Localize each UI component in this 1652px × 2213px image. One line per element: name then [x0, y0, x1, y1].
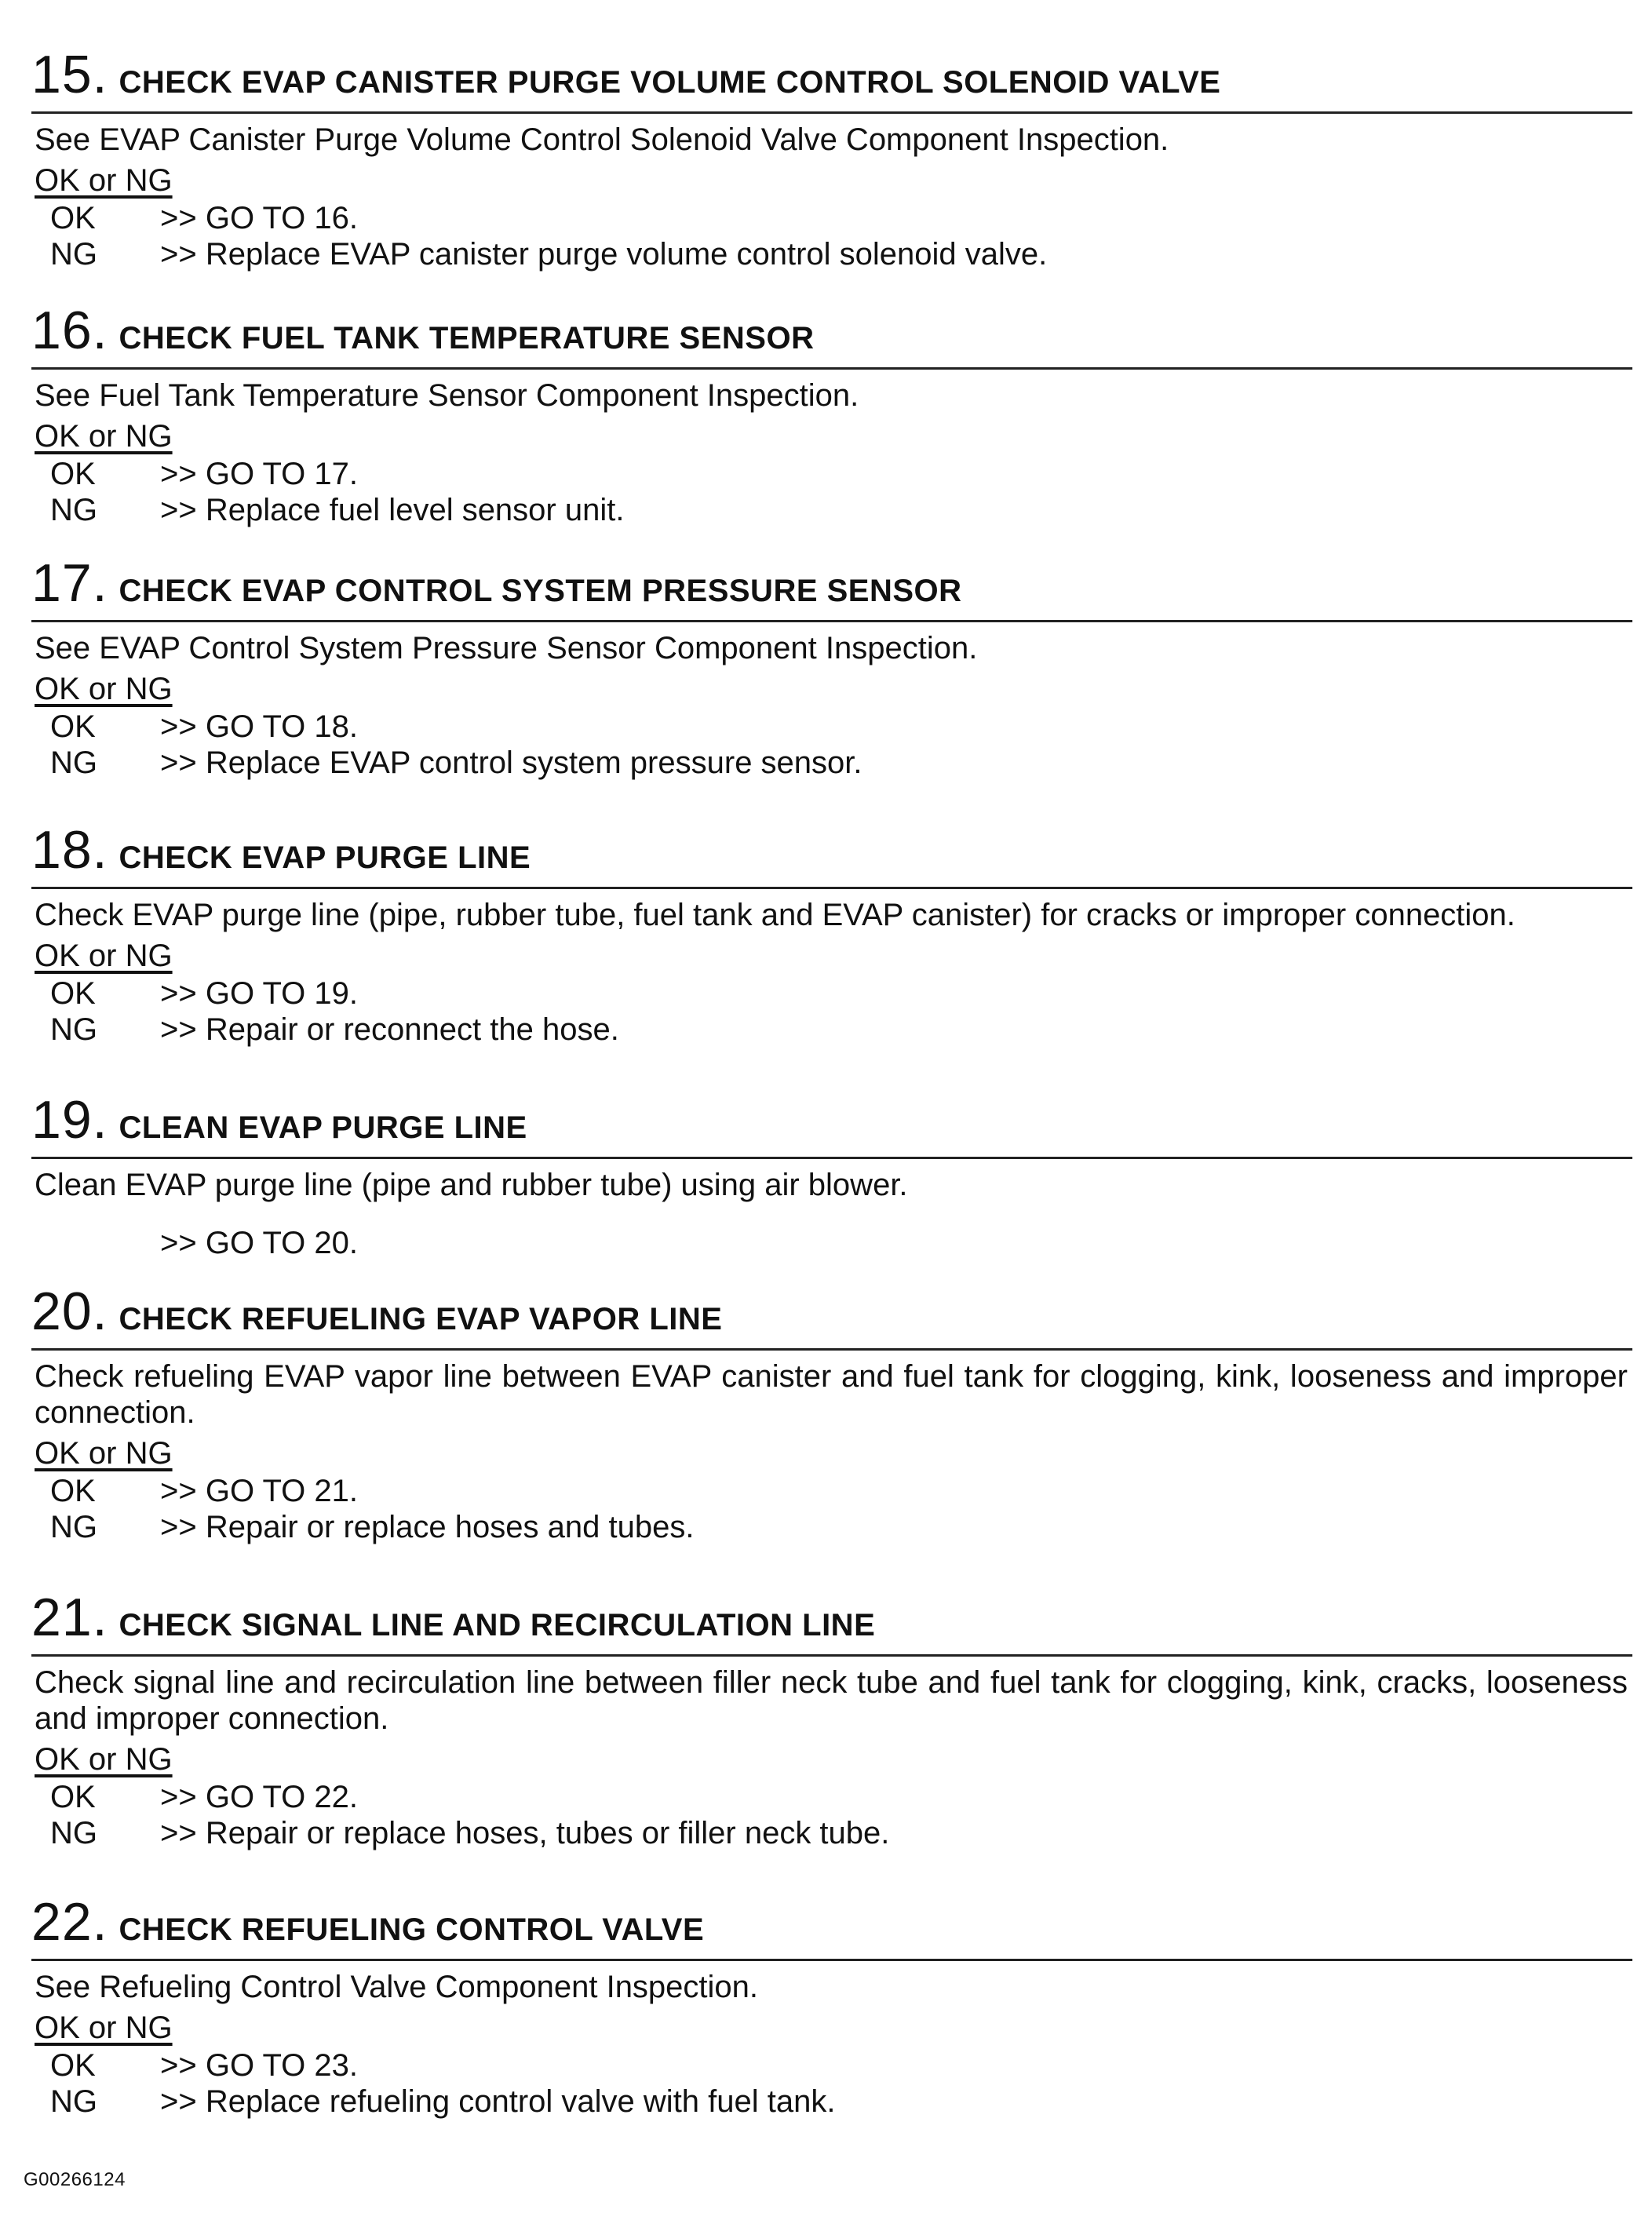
- step-number: 19.: [31, 1090, 108, 1150]
- step-title: CHECK REFUELING EVAP VAPOR LINE: [119, 1302, 723, 1336]
- ok-action: >> GO TO 16.: [160, 201, 358, 235]
- step-number: 20.: [31, 1281, 108, 1341]
- ok-action: >> GO TO 18.: [160, 709, 358, 744]
- step-instruction: Check EVAP purge line (pipe, rubber tube, fuel tank and EVAP canister) for cracks or improper connection.: [35, 898, 1515, 932]
- goto-action: >> GO TO 20.: [160, 1226, 358, 1260]
- result-list: [50, 456, 1632, 528]
- ok-result: [50, 2047, 1632, 2084]
- ng-result: [50, 1509, 1632, 1545]
- ng-code: NG: [50, 1510, 97, 1544]
- result-list: [50, 1473, 1632, 1545]
- ok-result: [50, 200, 1632, 236]
- ok-code: OK: [50, 2048, 96, 2083]
- step-title: CHECK EVAP CANISTER PURGE VOLUME CONTROL SOLENOID VALVE: [119, 65, 1221, 100]
- step-20: [31, 1281, 1632, 1545]
- section-divider: [31, 111, 1632, 114]
- ok-result: [50, 709, 1632, 745]
- ng-action: >> Replace EVAP canister purge volume control solenoid valve.: [160, 237, 1048, 272]
- ng-result: [50, 745, 1632, 781]
- ng-code: NG: [50, 493, 97, 527]
- step-title: CHECK EVAP PURGE LINE: [119, 840, 531, 875]
- ok-code: OK: [50, 1780, 96, 1814]
- step-instruction: See EVAP Control System Pressure Sensor Component Inspection.: [35, 631, 978, 665]
- step-22: [31, 1894, 1632, 2120]
- ok-code: OK: [50, 201, 96, 235]
- step-number: 18.: [31, 820, 108, 880]
- ok-or-ng-label: OK or NG: [35, 2011, 173, 2045]
- ok-code: OK: [50, 457, 96, 491]
- ng-code: NG: [50, 746, 97, 780]
- section-divider: [31, 620, 1632, 622]
- ok-action: >> GO TO 22.: [160, 1780, 358, 1814]
- ok-code: OK: [50, 1474, 96, 1508]
- ok-action: >> GO TO 19.: [160, 976, 358, 1011]
- ng-action: >> Replace fuel level sensor unit.: [160, 493, 625, 527]
- step-number: 17.: [31, 553, 108, 613]
- step-15: [31, 47, 1632, 272]
- step-number: 15.: [31, 45, 108, 104]
- ok-result: [50, 975, 1632, 1012]
- step-title: CLEAN EVAP PURGE LINE: [119, 1110, 527, 1145]
- ng-result: [50, 236, 1632, 272]
- step-17: [31, 553, 1632, 781]
- ok-or-ng-label: OK or NG: [35, 419, 173, 454]
- step-16: [31, 303, 1632, 528]
- ng-code: NG: [50, 2084, 97, 2119]
- ng-result: [50, 492, 1632, 528]
- step-instruction: Clean EVAP purge line (pipe and rubber tube) using air blower.: [35, 1168, 908, 1202]
- step-header: [31, 1590, 1632, 1651]
- ok-action: >> GO TO 23.: [160, 2048, 358, 2083]
- ok-result: [50, 456, 1632, 492]
- ng-code: NG: [50, 1012, 97, 1047]
- result-list: [50, 200, 1632, 272]
- step-header: [31, 303, 1632, 364]
- ng-action: >> Replace refueling control valve with fuel tank.: [160, 2084, 836, 2119]
- section-divider: [31, 1654, 1632, 1657]
- result-list: [50, 709, 1632, 781]
- step-instruction: Check signal line and recirculation line between filler neck tube and fuel tank for clogging, kink, cracks, looseness and improper connection.: [35, 1665, 1628, 1736]
- ng-code: NG: [50, 237, 97, 272]
- ng-code: NG: [50, 1816, 97, 1850]
- step-instruction: See Fuel Tank Temperature Sensor Component Inspection.: [35, 378, 859, 413]
- step-header: [31, 822, 1632, 884]
- step-title: CHECK SIGNAL LINE AND RECIRCULATION LINE: [119, 1608, 876, 1642]
- ng-action: >> Repair or reconnect the hose.: [160, 1012, 619, 1047]
- ng-action: >> Replace EVAP control system pressure sensor.: [160, 746, 862, 780]
- ng-result: [50, 1815, 1632, 1851]
- step-title: CHECK EVAP CONTROL SYSTEM PRESSURE SENSOR: [119, 574, 962, 608]
- section-divider: [31, 1157, 1632, 1159]
- step-header: [31, 1281, 1632, 1345]
- ng-action: >> Repair or replace hoses and tubes.: [160, 1510, 695, 1544]
- ng-action: >> Repair or replace hoses, tubes or filler neck tube.: [160, 1816, 890, 1850]
- step-19: [31, 1092, 1632, 1261]
- ok-action: >> GO TO 17.: [160, 457, 358, 491]
- ok-result: [50, 1473, 1632, 1509]
- section-divider: [31, 1959, 1632, 1961]
- ok-code: OK: [50, 976, 96, 1011]
- step-header: [31, 1092, 1632, 1154]
- ok-or-ng-label: OK or NG: [35, 1742, 173, 1777]
- step-header: [31, 47, 1632, 108]
- section-divider: [31, 887, 1632, 889]
- step-instruction: See EVAP Canister Purge Volume Control Solenoid Valve Component Inspection.: [35, 122, 1169, 157]
- section-divider: [31, 367, 1632, 370]
- step-instruction: Check refueling EVAP vapor line between EVAP canister and fuel tank for clogging, kink, looseness and improper connection.: [35, 1359, 1628, 1430]
- result-list: [50, 975, 1632, 1048]
- step-21: [31, 1590, 1632, 1851]
- ng-result: [50, 2084, 1632, 2120]
- ok-or-ng-label: OK or NG: [35, 672, 173, 706]
- ok-or-ng-label: OK or NG: [35, 163, 173, 198]
- section-divider: [31, 1348, 1632, 1351]
- step-number: 21.: [31, 1588, 108, 1647]
- step-number: 16.: [31, 301, 108, 360]
- ok-or-ng-label: OK or NG: [35, 939, 173, 973]
- ok-or-ng-label: OK or NG: [35, 1436, 173, 1471]
- step-title: CHECK REFUELING CONTROL VALVE: [119, 1912, 705, 1947]
- step-title: CHECK FUEL TANK TEMPERATURE SENSOR: [119, 321, 815, 355]
- ok-action: >> GO TO 21.: [160, 1474, 358, 1508]
- step-header: [31, 553, 1632, 617]
- step-18: [31, 822, 1632, 1048]
- step-number: 22.: [31, 1892, 108, 1952]
- ng-result: [50, 1012, 1632, 1048]
- ok-code: OK: [50, 709, 96, 744]
- image-code: G00266124: [24, 2169, 126, 2190]
- result-list: [50, 1779, 1632, 1851]
- ok-result: [50, 1779, 1632, 1815]
- step-instruction: See Refueling Control Valve Component Inspection.: [35, 1970, 759, 2004]
- step-header: [31, 1894, 1632, 1956]
- result-list: [50, 2047, 1632, 2120]
